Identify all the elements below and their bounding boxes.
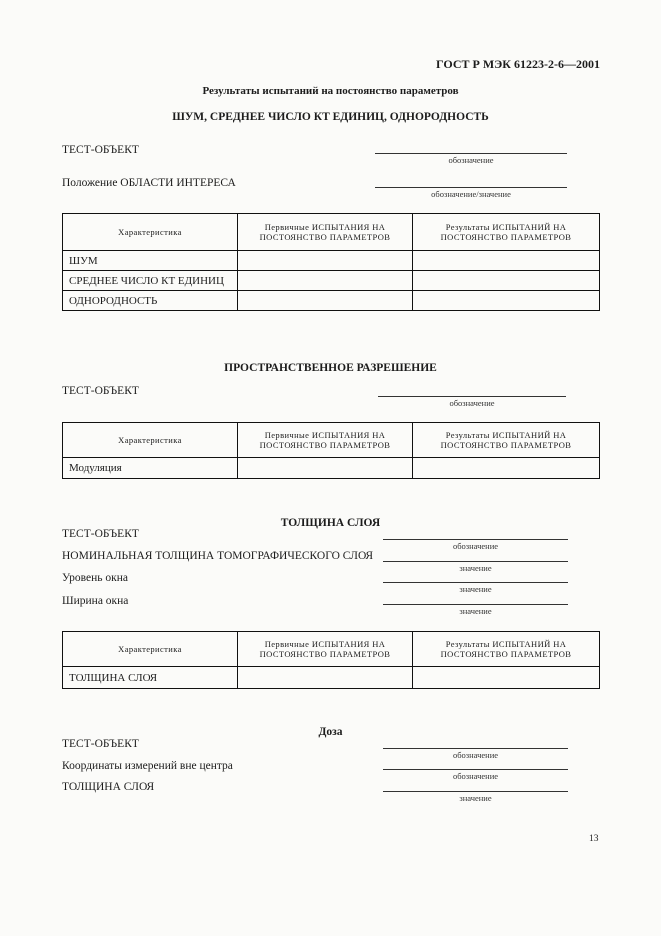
section3-nominal-label: НОМИНАЛЬНАЯ ТОЛЩИНА ТОМОГРАФИЧЕСКОГО СЛОЯ [62,550,374,562]
header-results: Результаты ИСПЫТАНИЙ НА ПОСТОЯНСТВО ПАРАМЕТРОВ [413,214,600,251]
result-value-cell[interactable] [413,458,600,479]
section4-test-object-caption: обозначение [452,750,499,760]
section3-test-object-label: ТЕСТ-ОБЪЕКТ [62,528,139,540]
primary-value-cell[interactable] [238,667,413,689]
section3-window-level-line [383,582,568,583]
table-row [63,271,600,291]
section4-coords-label: Координаты измерений вне центра [62,760,233,772]
section4-test-object-label: ТЕСТ-ОБЪЕКТ [62,738,139,750]
section2-table [62,422,600,479]
section4-thickness-line [383,791,568,792]
section1-test-object-caption: обозначение [448,155,494,165]
section3-table [62,631,600,689]
row-label: Модуляция [63,458,238,479]
section3-window-level-label: Уровень окна [62,572,128,584]
table-header-row [63,423,600,458]
row-label: СРЕДНЕЕ ЧИСЛО КТ ЕДИНИЦ [63,271,238,291]
section4-coords-caption: обозначение [452,771,499,781]
header-characteristic: Характеристика [63,214,238,251]
section1-test-object-line [375,153,567,154]
section3-window-width-caption: значение [459,606,492,616]
result-value-cell[interactable] [413,271,600,291]
section1-table [62,213,600,311]
section1-roi-line [375,187,567,188]
primary-value-cell[interactable] [238,458,413,479]
section1-title: ШУМ, СРЕДНЕЕ ЧИСЛО КТ ЕДИНИЦ, ОДНОРОДНОСТЬ [172,111,489,123]
section2-test-object-line [378,396,566,397]
primary-value-cell[interactable] [238,251,413,271]
section1-roi-label: Положение ОБЛАСТИ ИНТЕРЕСА [62,177,236,189]
section3-window-level-caption: значение [459,584,492,594]
primary-value-cell[interactable] [238,271,413,291]
section2-test-object-caption: обозначение [449,398,495,408]
header-characteristic: Характеристика [63,423,238,458]
section4-coords-line [383,769,568,770]
section2-test-object-label: ТЕСТ-ОБЪЕКТ [62,385,139,397]
header-primary: Первичные ИСПЫТАНИЯ НА ПОСТОЯНСТВО ПАРАМЕТРОВ [238,214,413,251]
table-row [63,291,600,311]
section3-nominal-caption: значение [459,563,492,573]
table-row [63,251,600,271]
section4-test-object-line [383,748,568,749]
section3-window-width-line [383,604,568,605]
table-header-row [63,214,600,251]
section1-roi-caption: обозначение/значение [431,189,511,199]
section4-thickness-caption: значение [459,793,492,803]
table-row [63,458,600,479]
header-results: Результаты ИСПЫТАНИЙ НА ПОСТОЯНСТВО ПАРАМЕТРОВ [413,632,600,667]
section3-nominal-line [383,561,568,562]
header-primary: Первичные ИСПЫТАНИЯ НА ПОСТОЯНСТВО ПАРАМЕТРОВ [238,632,413,667]
result-value-cell[interactable] [413,667,600,689]
section3-test-object-caption: обозначение [452,541,499,551]
header-characteristic: Характеристика [63,632,238,667]
header-results: Результаты ИСПЫТАНИЙ НА ПОСТОЯНСТВО ПАРАМЕТРОВ [413,423,600,458]
section1-test-object-label: ТЕСТ-ОБЪЕКТ [62,144,139,156]
row-label: ШУМ [63,251,238,271]
standard-code: ГОСТ Р МЭК 61223-2-6—2001 [436,57,600,71]
section4-title: Доза [318,726,343,738]
primary-value-cell[interactable] [238,291,413,311]
row-label: ОДНОРОДНОСТЬ [63,291,238,311]
result-value-cell[interactable] [413,291,600,311]
section4-thickness-label: ТОЛЩИНА СЛОЯ [62,781,155,793]
results-title: Результаты испытаний на постоянство параметров [202,85,459,97]
table-header-row [63,632,600,667]
result-value-cell[interactable] [413,251,600,271]
section3-test-object-line [383,539,568,540]
section2-title: ПРОСТРАНСТВЕННОЕ РАЗРЕШЕНИЕ [224,362,437,374]
section3-window-width-label: Ширина окна [62,595,129,607]
header-primary: Первичные ИСПЫТАНИЯ НА ПОСТОЯНСТВО ПАРАМЕТРОВ [238,423,413,458]
row-label: ТОЛЩИНА СЛОЯ [63,667,238,689]
section3-title: ТОЛЩИНА СЛОЯ [280,517,381,529]
table-row [63,667,600,689]
page-number: 13 [589,834,599,844]
